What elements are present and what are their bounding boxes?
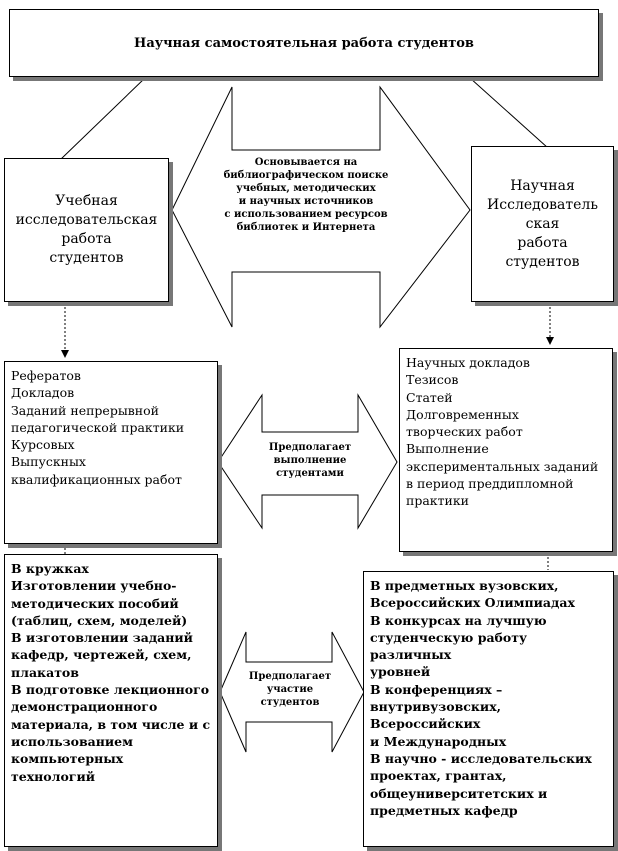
arrow-text-line: участие (266, 684, 314, 695)
list-item: Изготовлении учебно- (11, 578, 177, 594)
list-item: Выпускных (11, 454, 86, 470)
list-item: кафедр, чертежей, схем, (11, 647, 192, 663)
arrow-text-line: студентами (276, 468, 344, 479)
label-line: Научная (510, 177, 575, 194)
arrow-text-line: Предполагает (268, 442, 352, 453)
edge-top-right (470, 78, 548, 148)
list-item: уровней (370, 664, 431, 680)
list-item: внутривузовских, Всероссийских (370, 699, 501, 732)
arrow-text-line: библиотек и Интернета (236, 222, 376, 233)
list-item: демонстрационного (11, 699, 158, 715)
list-item: студенческую работу различных (370, 629, 527, 663)
label-line: исследовательская (15, 212, 158, 228)
arrow-text-line: с использованием ресурсов (224, 209, 388, 220)
left-works-list (4, 361, 218, 544)
list-item: в период преддипломной (406, 476, 574, 492)
left-participation-list (4, 554, 218, 847)
list-item: предметных кафедр (370, 802, 518, 818)
right-works-list (399, 348, 613, 552)
list-item: материала, в том числе и с (11, 716, 211, 732)
list-item: компьютерных технологий (11, 751, 124, 784)
list-item: В предметных вузовских, (370, 578, 559, 593)
scientific-research-box (471, 146, 614, 302)
arrow-bottom-text (242, 670, 338, 709)
arrow-middle-text (258, 441, 362, 480)
list-item: В подготовке лекционного (11, 682, 210, 698)
list-item: Курсовых (11, 437, 75, 453)
list-item: Долговременных (406, 406, 519, 422)
label-line: работа (61, 231, 112, 247)
list-item: В изготовлении заданий (11, 630, 193, 646)
list-item: проектах, грантах, (370, 768, 507, 784)
arrow-text-line: студентов (260, 697, 320, 708)
label-line: студентов (49, 250, 124, 266)
label-line: ская (525, 215, 560, 232)
list-item: Статей (406, 389, 453, 405)
right-participation-list (363, 571, 614, 847)
list-item: В конкурсах на лучшую (370, 612, 547, 628)
arrow-text-line: и научных источников (238, 196, 374, 207)
list-item: практики (406, 493, 469, 509)
label-line: Исследователь (487, 196, 598, 213)
main-title: Научная самостоятельная работа студентов (134, 35, 474, 51)
list-item: методических пособий (11, 595, 179, 611)
arrow-top-text (222, 156, 390, 234)
list-item: Докладов (11, 385, 75, 401)
educational-research-label (16, 192, 158, 268)
list-item: использованием (11, 733, 133, 749)
arrow-text-line: библиографическом поиске (223, 170, 389, 181)
main-title-box (9, 9, 599, 77)
edge-top-left (60, 78, 145, 160)
label-line: студентов (505, 253, 580, 270)
list-item: Заданий непрерывной (11, 402, 159, 418)
list-item: Выполнение (406, 441, 489, 457)
list-item: квалификационных работ (11, 471, 182, 487)
arrow-text-line: Предполагает (248, 671, 332, 682)
educational-research-box (4, 158, 169, 302)
arrow-text-line: Основывается на (254, 157, 358, 168)
list-item: (таблиц, схем, моделей) (11, 612, 188, 628)
label-line: Учебная (55, 193, 118, 209)
list-item: плакатов (11, 664, 79, 680)
label-line: работа (517, 234, 568, 251)
list-item: Научных докладов (406, 355, 530, 370)
list-item: общеуниверситетских и (370, 785, 548, 801)
list-item: В кружках (11, 561, 89, 576)
list-item: педагогической практики (11, 419, 185, 435)
list-item: Рефератов (11, 368, 81, 383)
list-item: Тезисов (406, 372, 459, 388)
arrow-text-line: выполнение (273, 455, 347, 466)
list-item: Всероссийских Олимпиадах (370, 595, 575, 611)
scientific-research-label (487, 177, 598, 272)
list-item: и Международных (370, 733, 507, 749)
list-item: В научно - исследовательских (370, 750, 592, 766)
list-item: В конференциях – (370, 681, 503, 697)
list-item: экспериментальных заданий (406, 458, 599, 474)
list-item: творческих работ (406, 424, 523, 440)
arrow-text-line: учебных, методических (236, 183, 376, 194)
